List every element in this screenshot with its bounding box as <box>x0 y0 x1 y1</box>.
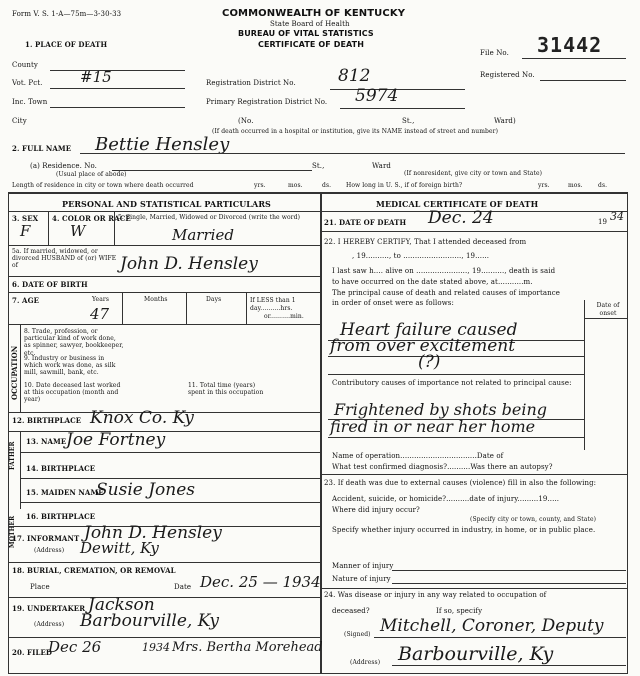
test-diagnosis-label: What test confirmed diagnosis?..........Was there an autopsy? <box>332 463 553 471</box>
registered-no-label: Registered No. <box>480 71 535 79</box>
board-name: State Board of Health <box>270 20 350 28</box>
spouse-label: 5a. If married, widowed, or divorced HUSBAND of (or) WIFE of <box>12 248 117 269</box>
contributory-label: Contributory causes of importance not related to principal cause: <box>332 379 572 387</box>
us-mos: mos. <box>568 182 583 189</box>
sex-value: F <box>20 222 31 240</box>
length-yrs: yrs. <box>254 182 266 189</box>
months-label: Months <box>144 296 168 303</box>
marital-value: Married <box>172 226 234 244</box>
reg-district-value: 812 <box>338 66 371 86</box>
age-years-value: 47 <box>90 305 110 323</box>
dob-label: 6. DATE OF BIRTH <box>12 280 88 289</box>
sex-label: 3. SEX <box>12 214 39 223</box>
date-of-death-value: Dec. 24 <box>428 208 494 228</box>
signed-label: (Signed) <box>344 631 371 638</box>
occupation-side-label: OCCUPATION <box>10 345 19 400</box>
vot-pct-label: Vot. Pct. <box>12 79 43 87</box>
date-onset-label: Date of onset <box>596 302 620 317</box>
primary-reg-value: 5974 <box>355 86 399 106</box>
order-onset-text: in order of onset were as follows: <box>332 299 454 307</box>
undertaker-address-value: Barbourville, Ky <box>80 611 219 631</box>
burial-date-label: Date <box>174 583 192 591</box>
foreign-birth-label: How long in U. S., if of foreign birth? <box>346 182 463 189</box>
file-number: 31442 <box>537 33 603 57</box>
certify-line2: , 19.........., to ........................., 19...... <box>352 252 490 260</box>
trade-label: 8. Trade, profession, or particular kind of work done, as spinner, sawyer, bookkeeper, etc. <box>24 328 124 357</box>
contributory-line-2: fired in or near her home <box>330 417 536 436</box>
us-ds: ds. <box>598 182 608 189</box>
filed-label: 20. FILED <box>12 648 53 657</box>
place-of-death-label: 1. PLACE OF DEATH <box>25 40 108 49</box>
ward-label: Ward) <box>494 117 516 125</box>
full-name-label: 2. FULL NAME <box>12 144 72 153</box>
length-ds: ds. <box>322 182 332 189</box>
father-name-label: 13. NAME <box>26 437 67 446</box>
vot-pct-value: #15 <box>80 68 112 86</box>
age-label: 7. AGE <box>12 296 40 305</box>
if-so-specify-label: If so, specify <box>436 607 483 615</box>
length-mos: mos. <box>288 182 303 189</box>
undertaker-address-label: (Address) <box>34 621 65 628</box>
operation-label: Name of operation.................................Date of <box>332 452 504 460</box>
file-no-label: File No. <box>480 49 509 57</box>
undertaker-value: Jackson <box>88 595 155 615</box>
color-label: 4. COLOR OR RACE <box>52 214 131 223</box>
commonwealth-title: COMMONWEALTH OF KENTUCKY <box>222 8 406 19</box>
deceased-label: deceased? <box>332 607 370 615</box>
county-label: County <box>12 61 38 69</box>
no-label: (No. <box>238 117 254 125</box>
where-injury-label: Where did injury occur? <box>332 506 420 514</box>
burial-label: 18. BURIAL, CREMATION, OR REMOVAL <box>12 566 176 575</box>
marital-label: 5. Single, Married, Widowed or Divorced (write the word) <box>118 214 301 221</box>
contributory-line-1: Frightened by shots being <box>334 400 548 419</box>
reg-district-label: Registration District No. <box>206 79 296 87</box>
cause-line-1: Heart failure caused <box>340 320 518 340</box>
specify-city-note: (Specify city or town, county, and State) <box>470 516 597 523</box>
nature-injury-label: Nature of injury <box>332 575 391 583</box>
informant-address-value: Dewitt, Ky <box>80 539 159 557</box>
manner-injury-label: Manner of injury <box>332 562 394 570</box>
undertaker-label: 19. UNDERTAKER <box>12 604 86 613</box>
cause-line-3: (?) <box>418 352 441 372</box>
residence-label: (a) Residence. No. <box>30 162 97 170</box>
date-last-worked-label: 10. Date deceased last worked at this occupation (month and year) <box>24 382 121 404</box>
lt1day-label: If LESS than 1 day..........hrs. <box>250 297 296 312</box>
birthplace-label: 12. BIRTHPLACE <box>12 416 82 425</box>
industry-label: 9. Industry or business in which work was done, as silk mill, sawmill, bank, etc. <box>24 355 116 377</box>
filed-by-value: Mrs. Bertha Morehead <box>172 640 323 655</box>
total-time-label: 11. Total time (years) spent in this occupation <box>188 382 264 397</box>
informant-address-label: (Address) <box>34 547 65 554</box>
spouse-value: John D. Hensley <box>120 254 258 274</box>
maiden-name-label: 15. MAIDEN NAME <box>26 488 104 497</box>
informant-value: John D. Hensley <box>84 523 222 543</box>
residence-ward-label: Ward <box>372 162 391 170</box>
death-year-suffix: 34 <box>610 210 624 223</box>
principal-cause-text: The principal cause of death and related causes of importance <box>332 289 561 297</box>
father-name-value: Joe Fortney <box>66 430 166 450</box>
nonresident-note: (If nonresident, give city or town and State) <box>404 170 543 177</box>
usual-place-note: (Usual place of abode) <box>56 171 127 178</box>
occurred-text: to have occurred on the date stated above, at...........m. <box>332 278 533 286</box>
certify-label: 22. I HEREBY CERTIFY, That I attended deceased from <box>324 238 527 246</box>
maiden-name-value: Susie Jones <box>96 480 196 500</box>
cert-title: CERTIFICATE OF DEATH <box>258 40 365 49</box>
primary-reg-label: Primary Registration District No. <box>206 98 328 106</box>
bureau-name: BUREAU OF VITAL STATISTICS <box>238 29 374 38</box>
color-value: W <box>70 222 86 240</box>
accident-label: Accident, suicide, or homicide?..........date of injury.........19..... <box>332 495 560 503</box>
st-label: St., <box>402 117 415 125</box>
burial-place-label: Place <box>30 583 50 591</box>
residence-st-label: St., <box>312 162 325 170</box>
city-label: City <box>12 117 27 125</box>
saw-alive-text: I last saw h.... alive on ......................, 19.........., death is said <box>332 267 556 275</box>
birthplace-value: Knox Co. Ky <box>90 408 194 428</box>
form-id: Form V. S. 1-A—75m—3-30-33 <box>12 10 122 18</box>
length-residence-label: Length of residence in city or town where death occurred <box>12 182 194 189</box>
signer-address-label: (Address) <box>350 659 381 666</box>
father-birthplace-label: 14. BIRTHPLACE <box>26 464 96 473</box>
us-yrs: yrs. <box>538 182 550 189</box>
years-label: Years <box>92 296 110 303</box>
death-year-prefix: 19 <box>598 218 608 226</box>
mother-side-label: MOTHER <box>9 515 16 548</box>
signer-address-value: Barbourville, Ky <box>398 643 554 665</box>
filed-date-value: Dec 26 <box>48 638 102 656</box>
father-side-label: FATHER <box>9 441 16 470</box>
hospital-note: (If death occurred in a hospital or institution, give its NAME instead of street and number) <box>212 128 499 135</box>
specify-industry-label: Specify whether injury occurred in industry, in home, or in public place. <box>332 526 596 534</box>
days-label: Days <box>206 296 222 303</box>
signed-value: Mitchell, Coroner, Deputy <box>380 616 604 636</box>
personal-section-title: PERSONAL AND STATISTICAL PARTICULARS <box>62 199 271 209</box>
external-causes-label: 23. If death was due to external causes (violence) fill in also the following: <box>324 479 597 487</box>
occupation-related-label: 24. Was disease or injury in any way related to occupation of <box>324 591 547 599</box>
filed-year-value: 1934 <box>142 641 170 654</box>
informant-label: 17. INFORMANT <box>12 534 80 543</box>
medical-section-title: MEDICAL CERTIFICATE OF DEATH <box>376 199 539 209</box>
burial-date-value: Dec. 25 — 1934 <box>200 573 321 591</box>
inc-town-label: Inc. Town <box>12 98 48 106</box>
full-name-value: Bettie Hensley <box>95 134 230 155</box>
mother-birthplace-label: 16. BIRTHPLACE <box>26 512 96 521</box>
cause-line-2: from over excitement <box>330 336 516 356</box>
date-of-death-label: 21. DATE OF DEATH <box>324 218 407 227</box>
or-min-label: or..........min. <box>264 313 304 320</box>
